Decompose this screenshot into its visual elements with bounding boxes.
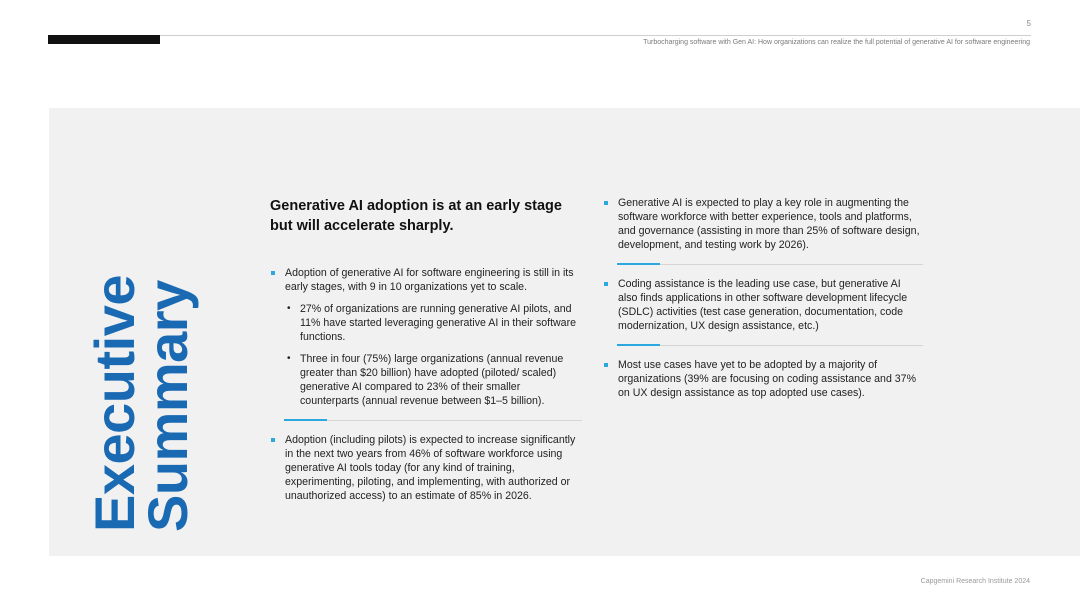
section-title-line1: Executive: [83, 275, 146, 532]
bullet-item: Most use cases have yet to be adopted by a majority of organizations (39% are focusing on coding assistance and 37% on UX design assistance as top adopted use cases).: [603, 358, 923, 400]
bullet-item: Adoption (including pilots) is expected to increase significantly in the next two years from 46% of software workforce using generative AI tools today (for any kind of training, experimenting, piloting, and implementing, with authorized or unauthorized access) to an estimate of 85% in 2026.: [270, 433, 582, 503]
section-title-line2: Summary: [136, 280, 199, 532]
bullet-item: Adoption of generative AI for software engineering is still in its early stages, with 9 in 10 organizations yet to scale.: [270, 266, 582, 294]
right-column: [603, 196, 923, 400]
sub-bullet-item: • 27% of organizations are running generative AI pilots, and 11% have started leveraging generative AI in their software functions.: [270, 302, 582, 344]
section-divider: [617, 264, 923, 265]
running-header: Turbocharging software with Gen AI: How organizations can realize the full potential of generative AI for software engineering: [643, 39, 1030, 46]
footer-credit: Capgemini Research Institute 2024: [920, 578, 1030, 585]
sub-bullet-item: • Three in four (75%) large organizations (annual revenue greater than $20 billion) have adopted (piloted/ scaled) generative AI compared to 23% of their smaller counterparts (annual revenue between $1–5 billion).: [270, 352, 582, 408]
page-number: 5: [1026, 19, 1031, 28]
bullet-item: Coding assistance is the leading use case, but generative AI also finds applications in other software development lifecycle (SDLC) activities (test case generation, documentation, code modernization, UX design assistance, etc.): [603, 277, 923, 333]
section-divider: [284, 420, 582, 421]
left-column: [270, 196, 582, 503]
column-heading: Generative AI adoption is at an early stage but will accelerate sharply.: [270, 198, 562, 234]
section-title: [83, 275, 199, 532]
header-rule: [48, 35, 1031, 36]
bullet-item: Generative AI is expected to play a key role in augmenting the software workforce with better experience, tools and platforms, and governance (assisting in more than 25% of software design, development, and testing work by 2026).: [603, 196, 923, 252]
header-accent-bar: [48, 35, 160, 44]
section-divider: [617, 345, 923, 346]
